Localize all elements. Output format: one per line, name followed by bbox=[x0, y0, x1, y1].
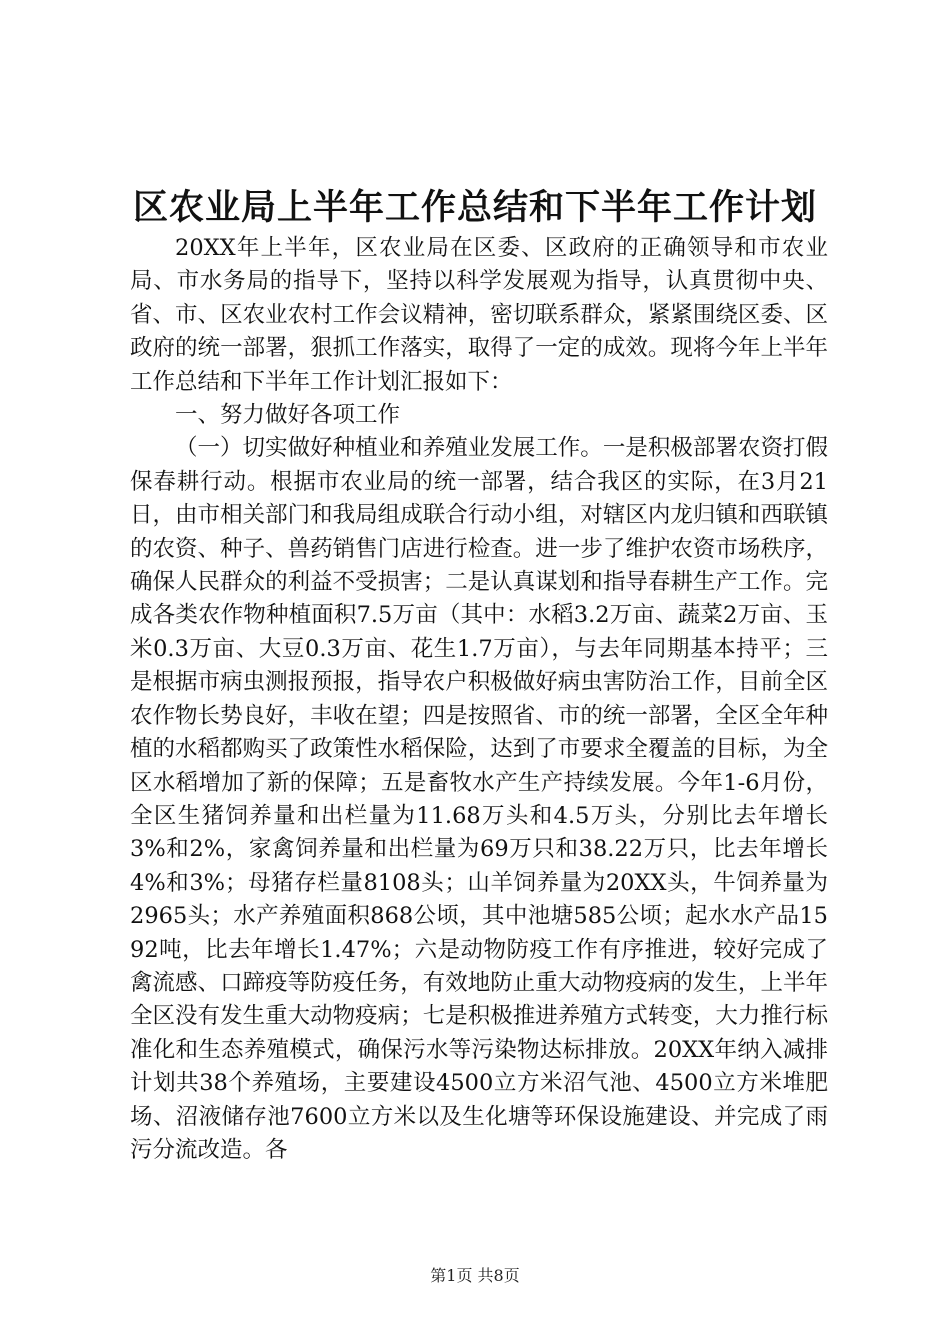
page-footer: 第1页 共8页 bbox=[430, 1266, 520, 1285]
section-heading: 一、努力做好各项工作 bbox=[175, 402, 401, 429]
document-body bbox=[130, 232, 828, 1167]
document-title: 区农业局上半年工作总结和下半年工作计划 bbox=[132, 187, 817, 228]
intro-paragraph: 20XX年上半年，区农业局在区委、区政府的正确领导和市农业局、市水务局的指导下，坚持以科学发展观为指导，认真贯彻中央、省、市、区农业农村工作会议精神，密切联系群众，紧紧围绕区委、区政府的统一部署，狠抓工作落实，取得了一定的成效。现将今年上半年工作总结和下半年工作计划汇报如下： bbox=[130, 235, 828, 395]
section-paragraph: （一）切实做好种植业和养殖业发展工作。一是积极部署农资打假保春耕行动。根据市农业局的统一部署，结合我区的实际，在3月21日，由市相关部门和我局组成联合行动小组，对辖区内龙归镇和西联镇的农资、种子、兽药销售门店进行检查。进一步了维护农资市场秩序，确保人民群众的利益不受损害；二是认真谋划和指导春耕生产工作。完成各类农作物种植面积7.5万亩（其中：水稻3.2万亩、蔬菜2万亩、玉米0.3万亩、大豆0.3万亩、花生1.7万亩），与去年同期基本持平；三是根据市病虫测报预报，指导农户积极做好病虫害防治工作，目前全区农作物长势良好，丰收在望；四是按照省、市的统一部署，全区全年种植的水稻都购买了政策性水稻保险，达到了市要求全覆盖的目标，为全区水稻增加了新的保障；五是畜牧水产生产持续发展。今年1-6月份，全区生猪饲养量和出栏量为11.68万头和4.5万头，分别比去年增长3%和2%，家禽饲养量和出栏量为69万只和38.22万只，比去年增长4%和3%；母猪存栏量8108头；山羊饲养量为20XX头，牛饲养量为2965头；水产养殖面积868公顷，其中池塘585公顷；起水水产品1592吨，比去年增长1.47%；六是动物防疫工作有序推进，较好完成了禽流感、口蹄疫等防疫任务，有效地防止重大动物疫病的发生，上半年全区没有发生重大动物疫病；七是积极推进养殖方式转变，大力推行标准化和生态养殖模式，确保污水等污染物达标排放。20XX年纳入减排计划共38个养殖场，主要建设4500立方米沼气池、4500立方米堆肥场、沼液储存池7600立方米以及生化塘等环保设施建设、并完成了雨污分流改造。各 bbox=[130, 435, 828, 1163]
